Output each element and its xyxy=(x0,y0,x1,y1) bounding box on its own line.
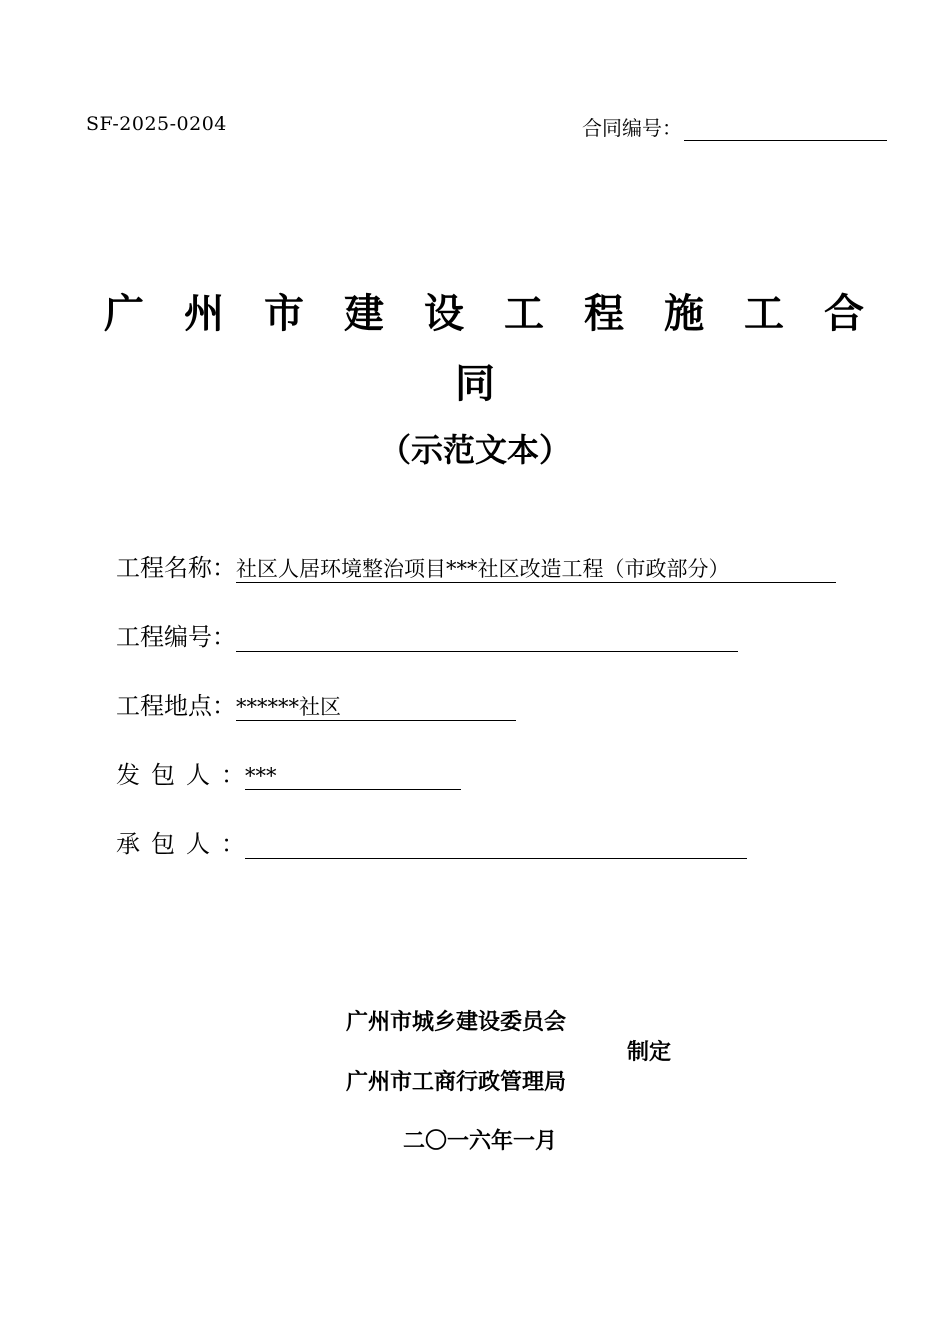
title-line-1 xyxy=(104,282,864,339)
contract-number xyxy=(582,112,887,141)
made-by-label: 制定 xyxy=(627,1040,672,1065)
employer-value: *** xyxy=(245,763,461,790)
title-char: 施 xyxy=(664,291,704,337)
issue-date: 二〇一六年一月 xyxy=(402,1129,557,1154)
contractor-label: 承包人 xyxy=(116,830,221,858)
title-char: 建 xyxy=(344,291,384,337)
title-char: 程 xyxy=(584,291,624,337)
project-site-value: ******社区 xyxy=(236,694,516,721)
project-number-field xyxy=(116,617,738,652)
contract-number-label: 合同编号： xyxy=(582,116,682,140)
employer-field xyxy=(116,755,461,790)
document-code: SF-2025-0204 xyxy=(86,113,227,135)
title-line-2: 同 xyxy=(455,361,495,407)
colon: ： xyxy=(221,830,245,858)
project-number-value xyxy=(236,625,738,652)
employer-label: 发包人 xyxy=(116,761,221,789)
project-name-label: 工程名称 xyxy=(116,554,212,582)
title-char: 工 xyxy=(504,291,544,337)
colon: ： xyxy=(212,692,236,720)
project-site-label: 工程地点 xyxy=(116,692,212,720)
title-char: 设 xyxy=(424,291,464,337)
issuer-commerce-bureau: 广州市工商行政管理局 xyxy=(346,1070,567,1095)
colon: ： xyxy=(221,761,245,789)
project-name-field xyxy=(116,548,836,583)
project-site-field xyxy=(116,686,516,721)
title-char: 广 xyxy=(104,291,144,337)
colon: ： xyxy=(212,554,236,582)
project-name-value: 社区人居环境整治项目***社区改造工程（市政部分） xyxy=(236,556,836,583)
project-number-label: 工程编号 xyxy=(116,623,212,651)
title-char: 工 xyxy=(744,291,784,337)
title-char: 合 xyxy=(824,291,864,337)
subtitle: （示范文本） xyxy=(378,431,571,469)
colon: ： xyxy=(212,623,236,651)
title-char: 市 xyxy=(264,291,304,337)
issuer-construction-committee: 广州市城乡建设委员会 xyxy=(346,1010,567,1035)
contractor-value xyxy=(245,832,747,859)
contractor-field xyxy=(116,824,747,859)
contract-number-blank xyxy=(684,118,887,141)
title-char: 州 xyxy=(184,291,224,337)
